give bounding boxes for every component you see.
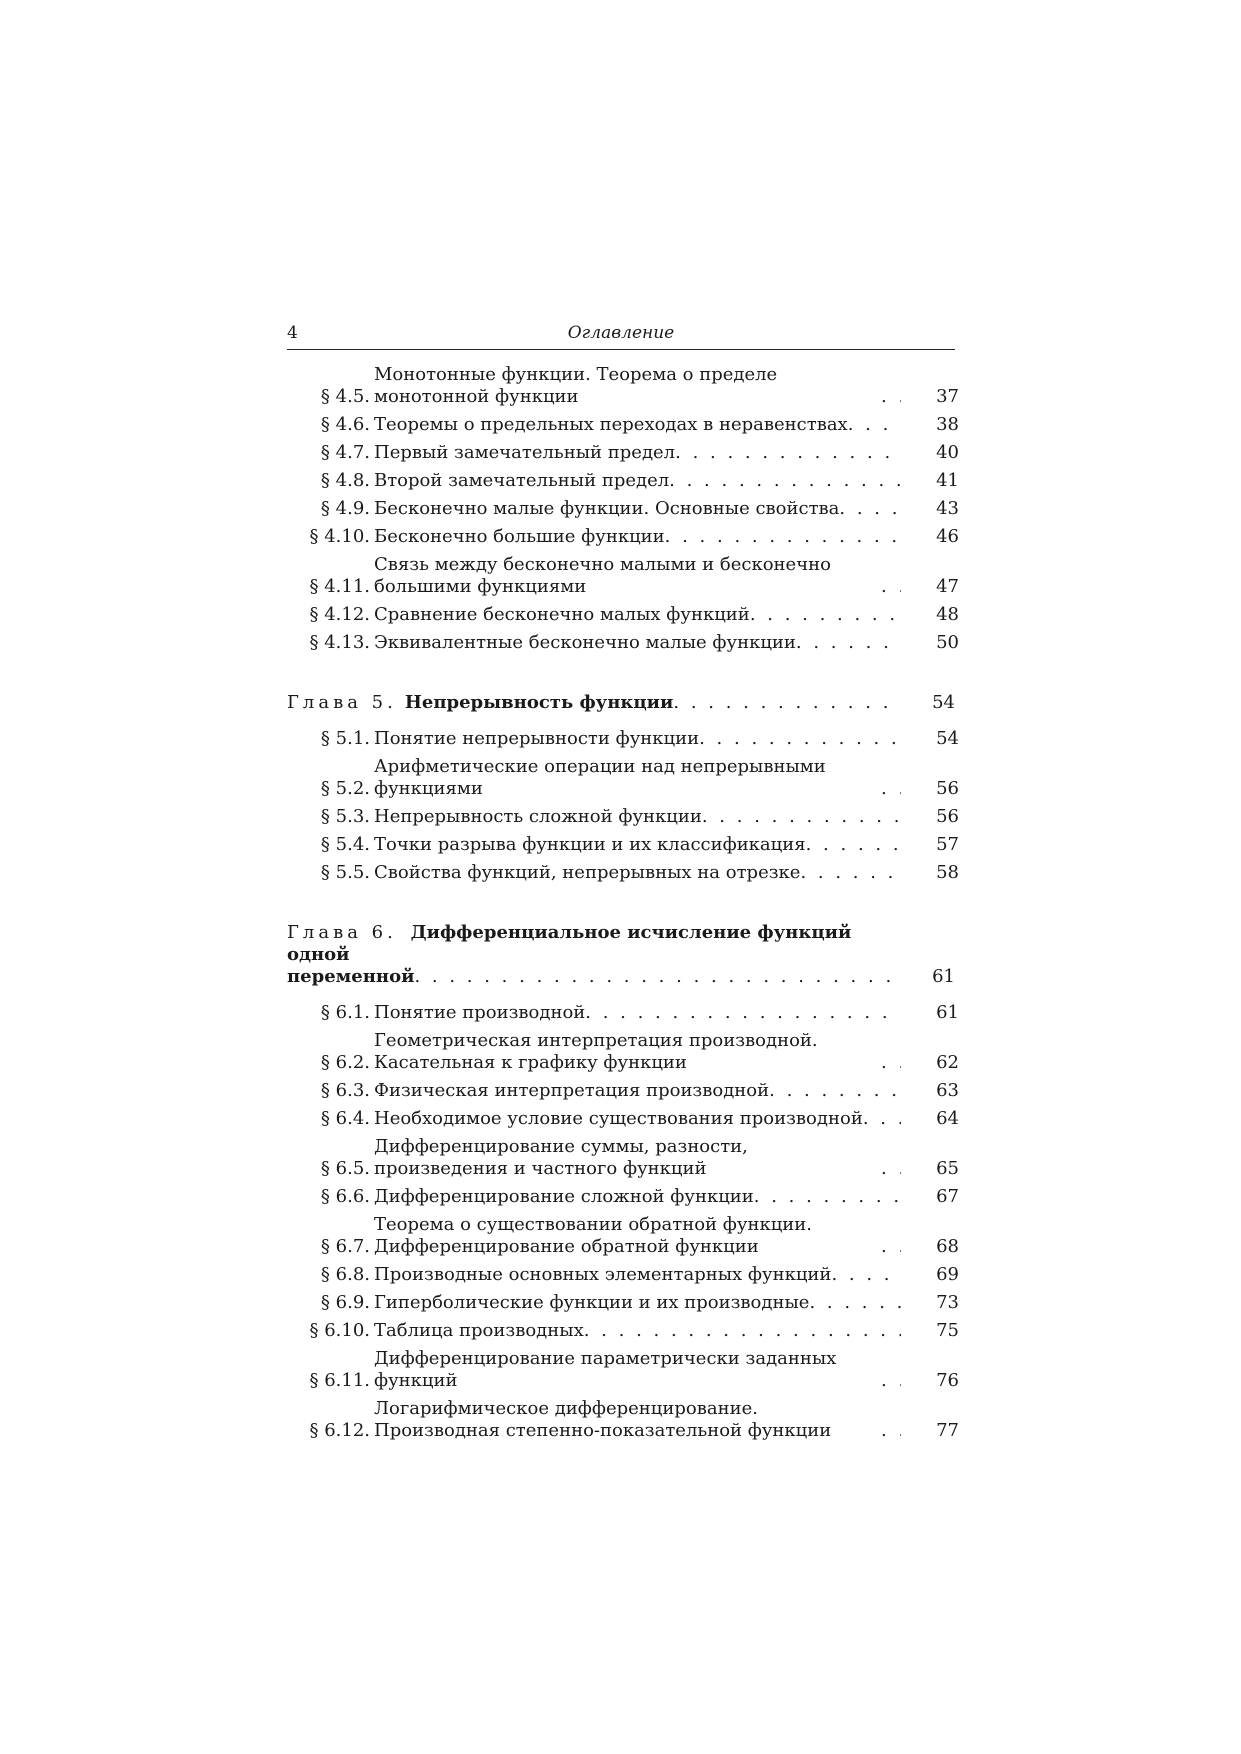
toc-entry bbox=[287, 1186, 959, 1208]
section-page: 40 bbox=[936, 442, 959, 463]
section-page: 61 bbox=[936, 1002, 959, 1023]
leader-dots bbox=[796, 632, 901, 654]
section-page: 76 bbox=[936, 1370, 959, 1391]
section-number: § 6.3. bbox=[320, 1080, 370, 1101]
section-page: 68 bbox=[936, 1236, 959, 1257]
leader-dots bbox=[831, 1264, 901, 1286]
leader-dots bbox=[665, 526, 901, 548]
toc-entry bbox=[287, 632, 959, 654]
section-title: Точки разрыва функции и их классификация bbox=[374, 834, 806, 855]
toc-entry bbox=[287, 414, 959, 436]
leader-dots bbox=[881, 1052, 901, 1074]
section-title: Бесконечно большие функции bbox=[374, 526, 665, 547]
section-page: 41 bbox=[936, 470, 959, 491]
leader-dots bbox=[809, 1292, 901, 1314]
toc-entry bbox=[287, 1002, 959, 1024]
leader-dots bbox=[584, 1320, 901, 1342]
toc-entry bbox=[287, 1348, 959, 1392]
toc-entry bbox=[287, 1398, 959, 1442]
section-number: § 4.11. bbox=[309, 576, 370, 597]
section-title: Производные основных элементарных функций bbox=[374, 1264, 832, 1285]
section-page: 67 bbox=[936, 1186, 959, 1207]
chapter-title-continued: переменной bbox=[287, 966, 415, 987]
toc-entry bbox=[287, 1292, 959, 1314]
leader-dots bbox=[839, 498, 901, 520]
section-title: Геометрическая интерпретация производной. Касательная к графику функции bbox=[374, 1030, 818, 1073]
leader-dots bbox=[881, 1420, 901, 1442]
leader-dots bbox=[769, 1080, 901, 1102]
section-number: § 5.2. bbox=[320, 778, 370, 799]
section-number: § 6.1. bbox=[320, 1002, 370, 1023]
leader-dots bbox=[881, 1158, 901, 1180]
chapter-label: Глава 6. bbox=[287, 922, 397, 943]
leader-dots bbox=[863, 1108, 901, 1130]
chapter-label: Глава 5. bbox=[287, 692, 397, 713]
toc-entry bbox=[287, 1108, 959, 1130]
section-page: 64 bbox=[936, 1108, 959, 1129]
section-number: § 4.13. bbox=[309, 632, 370, 653]
chapter-6-heading bbox=[287, 922, 955, 988]
chapter-5-heading bbox=[287, 692, 955, 714]
section-number: § 6.4. bbox=[320, 1108, 370, 1129]
chapter-title: Дифференциальное исчисление функций одной bbox=[287, 922, 852, 965]
section-page: 63 bbox=[936, 1080, 959, 1101]
leader-dots bbox=[669, 470, 901, 492]
section-page: 73 bbox=[936, 1292, 959, 1313]
leader-dots bbox=[414, 966, 897, 988]
section-title: Физическая интерпретация производной bbox=[374, 1080, 770, 1101]
section-title: Дифференцирование сложной функции bbox=[374, 1186, 754, 1207]
section-number: § 6.9. bbox=[320, 1292, 370, 1313]
section-title: Арифметические операции над непрерывными функциями bbox=[374, 756, 826, 799]
section-title: Связь между бесконечно малыми и бесконечно большими функциями bbox=[374, 554, 831, 597]
leader-dots bbox=[750, 604, 901, 626]
section-page: 46 bbox=[936, 526, 959, 547]
page-header bbox=[287, 323, 955, 350]
toc-entry bbox=[287, 1264, 959, 1286]
section-number: § 4.10. bbox=[309, 526, 370, 547]
section-title: Непрерывность сложной функции bbox=[374, 806, 702, 827]
leader-dots bbox=[881, 576, 901, 598]
section-title: Логарифмическое дифференцирование. Производная степенно-показательной функции bbox=[374, 1398, 832, 1441]
page-number: 4 bbox=[287, 323, 298, 343]
leader-dots bbox=[673, 692, 897, 714]
toc-entry bbox=[287, 470, 959, 492]
toc-entry bbox=[287, 862, 959, 884]
section-page: 77 bbox=[936, 1420, 959, 1441]
section-number: § 4.5. bbox=[320, 386, 370, 407]
leader-dots bbox=[699, 728, 901, 750]
running-title: Оглавление bbox=[567, 323, 675, 343]
section-page: 57 bbox=[936, 834, 959, 855]
table-of-contents bbox=[287, 364, 959, 1448]
section-number: § 4.8. bbox=[320, 470, 370, 491]
section-title: Теоремы о предельных переходах в неравенствах bbox=[374, 414, 848, 435]
section-page: 48 bbox=[936, 604, 959, 625]
section-title: Свойства функций, непрерывных на отрезке bbox=[374, 862, 801, 883]
section-number: § 6.2. bbox=[320, 1052, 370, 1073]
section-page: 38 bbox=[936, 414, 959, 435]
section-page: 69 bbox=[936, 1264, 959, 1285]
section-page: 50 bbox=[936, 632, 959, 653]
section-number: § 4.7. bbox=[320, 442, 370, 463]
section-number: § 6.5. bbox=[320, 1158, 370, 1179]
section-number: § 5.3. bbox=[320, 806, 370, 827]
section-number: § 4.9. bbox=[320, 498, 370, 519]
section-number: § 5.4. bbox=[320, 834, 370, 855]
leader-dots bbox=[800, 862, 901, 884]
section-title: Монотонные функции. Теорема о пределе монотонной функции bbox=[374, 364, 778, 407]
toc-entry bbox=[287, 1030, 959, 1074]
toc-entry bbox=[287, 364, 959, 408]
chapter-5-sections bbox=[287, 728, 959, 884]
section-title: Второй замечательный предел bbox=[374, 470, 670, 491]
section-number: § 6.11. bbox=[309, 1370, 370, 1391]
leader-dots bbox=[881, 1370, 901, 1392]
section-title: Понятие производной bbox=[374, 1002, 586, 1023]
leader-dots bbox=[881, 386, 901, 408]
section-page: 37 bbox=[936, 386, 959, 407]
toc-entry bbox=[287, 1136, 959, 1180]
section-number: § 6.12. bbox=[309, 1420, 370, 1441]
section-number: § 6.8. bbox=[320, 1264, 370, 1285]
section-page: 65 bbox=[936, 1158, 959, 1179]
leader-dots bbox=[754, 1186, 901, 1208]
section-number: § 5.5. bbox=[320, 862, 370, 883]
toc-entry bbox=[287, 1080, 959, 1102]
section-page: 47 bbox=[936, 576, 959, 597]
leader-dots bbox=[585, 1002, 901, 1024]
leader-dots bbox=[881, 778, 901, 800]
section-title: Первый замечательный предел bbox=[374, 442, 676, 463]
leader-dots bbox=[806, 834, 901, 856]
leader-dots bbox=[848, 414, 901, 436]
section-page: 62 bbox=[936, 1052, 959, 1073]
section-title: Сравнение бесконечно малых функций bbox=[374, 604, 750, 625]
section-title: Дифференцирование суммы, разности, произведения и частного функций bbox=[374, 1136, 748, 1179]
section-title: Бесконечно малые функции. Основные свойства bbox=[374, 498, 840, 519]
section-title: Теорема о существовании обратной функции. Дифференцирование обратной функции bbox=[374, 1214, 812, 1257]
toc-entry bbox=[287, 834, 959, 856]
chapter-page: 61 bbox=[932, 966, 955, 987]
toc-entry bbox=[287, 554, 959, 598]
section-title: Гиперболические функции и их производные bbox=[374, 1292, 810, 1313]
toc-entry bbox=[287, 806, 959, 828]
section-page: 43 bbox=[936, 498, 959, 519]
section-page: 54 bbox=[936, 728, 959, 749]
section-title: Дифференцирование параметрически заданных функций bbox=[374, 1348, 837, 1391]
section-title: Таблица производных bbox=[374, 1320, 584, 1341]
section-number: § 4.12. bbox=[309, 604, 370, 625]
section-title: Понятие непрерывности функции bbox=[374, 728, 700, 749]
toc-entry bbox=[287, 1320, 959, 1342]
section-number: § 4.6. bbox=[320, 414, 370, 435]
leader-dots bbox=[881, 1236, 901, 1258]
section-title: Необходимое условие существования производной bbox=[374, 1108, 863, 1129]
chapter-4-sections bbox=[287, 364, 959, 654]
chapter-title: Непрерывность функции bbox=[404, 692, 674, 713]
leader-dots bbox=[702, 806, 901, 828]
toc-entry bbox=[287, 604, 959, 626]
toc-entry bbox=[287, 728, 959, 750]
section-number: § 6.10. bbox=[309, 1320, 370, 1341]
section-title: Эквивалентные бесконечно малые функции bbox=[374, 632, 796, 653]
chapter-6-sections bbox=[287, 1002, 959, 1442]
section-number: § 6.6. bbox=[320, 1186, 370, 1207]
section-page: 75 bbox=[936, 1320, 959, 1341]
toc-entry bbox=[287, 1214, 959, 1258]
section-number: § 5.1. bbox=[320, 728, 370, 749]
section-number: § 6.7. bbox=[320, 1236, 370, 1257]
toc-entry bbox=[287, 442, 959, 464]
leader-dots bbox=[675, 442, 901, 464]
section-page: 56 bbox=[936, 778, 959, 799]
toc-entry bbox=[287, 498, 959, 520]
toc-entry bbox=[287, 526, 959, 548]
toc-entry bbox=[287, 756, 959, 800]
section-page: 56 bbox=[936, 806, 959, 827]
section-page: 58 bbox=[936, 862, 959, 883]
chapter-page: 54 bbox=[932, 692, 955, 713]
